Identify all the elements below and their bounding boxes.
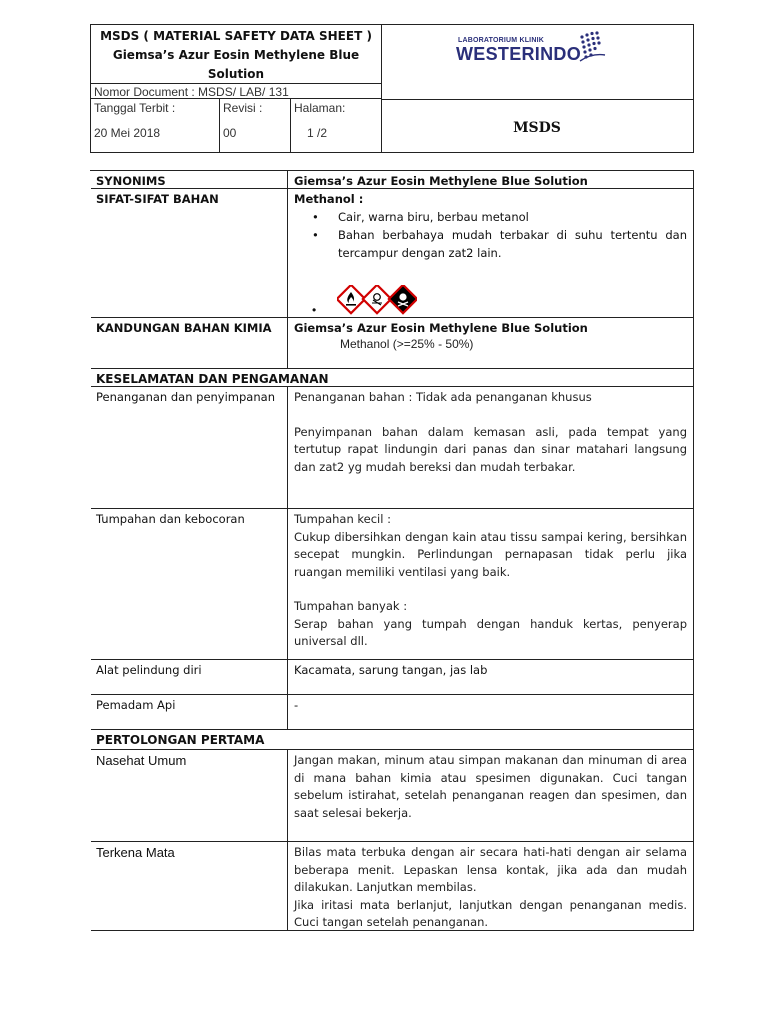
row-section-keselamatan — [91, 369, 694, 387]
tumpahan-kecil-text: Cukup dibersihkan dengan kain atau tissu sampai kering, bersihkan secepat mungkin. Perlindungan pernapasan tidak perlu jika ruangan memiliki ventilasi yang baik. — [294, 529, 687, 579]
row-alat-pelindung — [91, 660, 694, 695]
tanggal-label: Tanggal Terbit : — [94, 101, 176, 115]
header-divider — [381, 99, 693, 100]
row-tumpahan — [91, 509, 694, 660]
flame-pictogram-icon — [337, 285, 365, 313]
logo-subtitle: LABORATORIUM KLINIK — [458, 37, 544, 44]
mata-content — [288, 842, 694, 930]
header-meta-row — [91, 99, 381, 152]
empty-bullet: • — [312, 303, 317, 317]
penanganan-label: Penanganan dan penyimpanan — [91, 387, 288, 508]
tanggal-cell — [91, 99, 220, 152]
list-item: • Bahan berbahaya mudah terbakar di suhu tertentu dan tercampur dengan zat2 lain. — [294, 226, 687, 262]
list-item: • Cair, warna biru, berbau metanol — [294, 208, 687, 226]
doc-type-label: MSDS — [513, 120, 561, 136]
row-section-pertolongan — [91, 730, 694, 750]
alat-label: Alat pelindung diri — [91, 660, 288, 694]
header-left-panel — [91, 25, 382, 152]
title-line-2: Giemsa’s Azur Eosin Methylene Blue — [112, 48, 360, 62]
alat-value: Kacamata, sarung tangan, jas lab — [288, 660, 694, 694]
sifat-heading: Methanol : — [294, 192, 364, 206]
tanggal-value: 20 Mei 2018 — [94, 126, 161, 140]
penanganan-storage: Penyimpanan bahan dalam kemasan asli, pada tempat yang tertutup rapat lindungin dari panas dan sinar matahari langsung dan zat2 yg mudah bereksi dan mudah terbakar. — [294, 424, 687, 474]
pemadam-label: Pemadam Api — [91, 695, 288, 729]
title-line-1: MSDS ( MATERIAL SAFETY DATA SHEET ) — [100, 29, 372, 43]
skull-pictogram-icon — [389, 285, 417, 313]
penanganan-handling: Penanganan bahan : Tidak ada penanganan khusus — [294, 390, 592, 404]
kandungan-label: KANDUNGAN BAHAN KIMIA — [91, 318, 288, 368]
title-line-3: Solution — [207, 67, 265, 81]
halaman-cell — [291, 99, 381, 152]
row-penanganan — [91, 387, 694, 509]
tumpahan-kecil-heading: Tumpahan kecil : — [294, 512, 391, 526]
mata-label: Terkena Mata — [91, 842, 288, 930]
sifat-bullet-list — [294, 208, 687, 262]
logo-mark-icon — [578, 31, 608, 65]
logo-wordmark: WESTERINDO — [456, 44, 582, 64]
nasehat-label: Nasehat Umum — [91, 750, 288, 841]
exclamation-pictogram-icon — [363, 285, 391, 313]
westerindo-logo — [456, 31, 606, 75]
tumpahan-banyak-text: Serap bahan yang tumpah dengan handuk kertas, penyerap universal dll. — [294, 616, 687, 648]
revisi-cell — [220, 99, 291, 152]
nasehat-value: Jangan makan, minum atau simpan makanan dan minuman di area di mana bahan kimia atau spesimen digunakan. Cuci tangan sebelum istirahat, setelah penanganan reagen dan spesimen, dan saat selesai bekerja. — [288, 750, 694, 841]
row-sifat — [91, 189, 694, 318]
sifat-label: SIFAT-SIFAT BAHAN — [91, 189, 288, 317]
kandungan-name: Giemsa’s Azur Eosin Methylene Blue Solution — [294, 321, 588, 335]
section-heading-keselamatan: KESELAMATAN DAN PENGAMANAN — [91, 369, 694, 386]
section-heading-pertolongan: PERTOLONGAN PERTAMA — [91, 730, 694, 749]
sifat-content — [288, 189, 694, 317]
row-terkena-mata — [91, 842, 694, 931]
mata-paragraph-1: Bilas mata terbuka dengan air secara hati-hati dengan air selama beberapa menit. Lepaskan lensa kontak, jika ada dan mudah dilakukan. Lanjutkan membilas. — [294, 845, 687, 894]
header-right-panel — [381, 25, 693, 152]
halaman-label: Halaman: — [294, 101, 346, 115]
ghs-pictograms — [337, 285, 417, 317]
row-pemadam-api — [91, 695, 694, 730]
tumpahan-label: Tumpahan dan kebocoran — [91, 509, 288, 659]
halaman-value: 1 /2 — [307, 126, 328, 140]
document-title — [91, 25, 381, 83]
tumpahan-banyak-heading: Tumpahan banyak : — [294, 599, 408, 613]
revisi-value: 00 — [223, 126, 237, 140]
pemadam-value: - — [288, 695, 694, 729]
kandungan-content — [288, 318, 694, 368]
msds-table — [90, 170, 694, 929]
row-synonims — [91, 171, 694, 189]
row-nasehat-umum — [91, 750, 694, 842]
penanganan-content — [288, 387, 694, 508]
document-number: Nomor Document : MSDS/ LAB/ 131 — [91, 83, 381, 99]
row-kandungan — [91, 318, 694, 369]
document-header — [90, 24, 694, 153]
kandungan-detail: Methanol (>=25% - 50%) — [340, 337, 474, 351]
revisi-label: Revisi : — [223, 101, 263, 115]
synonims-value: Giemsa’s Azur Eosin Methylene Blue Solution — [288, 171, 694, 188]
tumpahan-content — [288, 509, 694, 659]
synonims-label: SYNONIMS — [91, 171, 288, 188]
mata-paragraph-2: Jika iritasi mata berlanjut, lanjutkan dengan penanganan medis. Cuci tangan setelah penanganan. — [294, 897, 687, 929]
